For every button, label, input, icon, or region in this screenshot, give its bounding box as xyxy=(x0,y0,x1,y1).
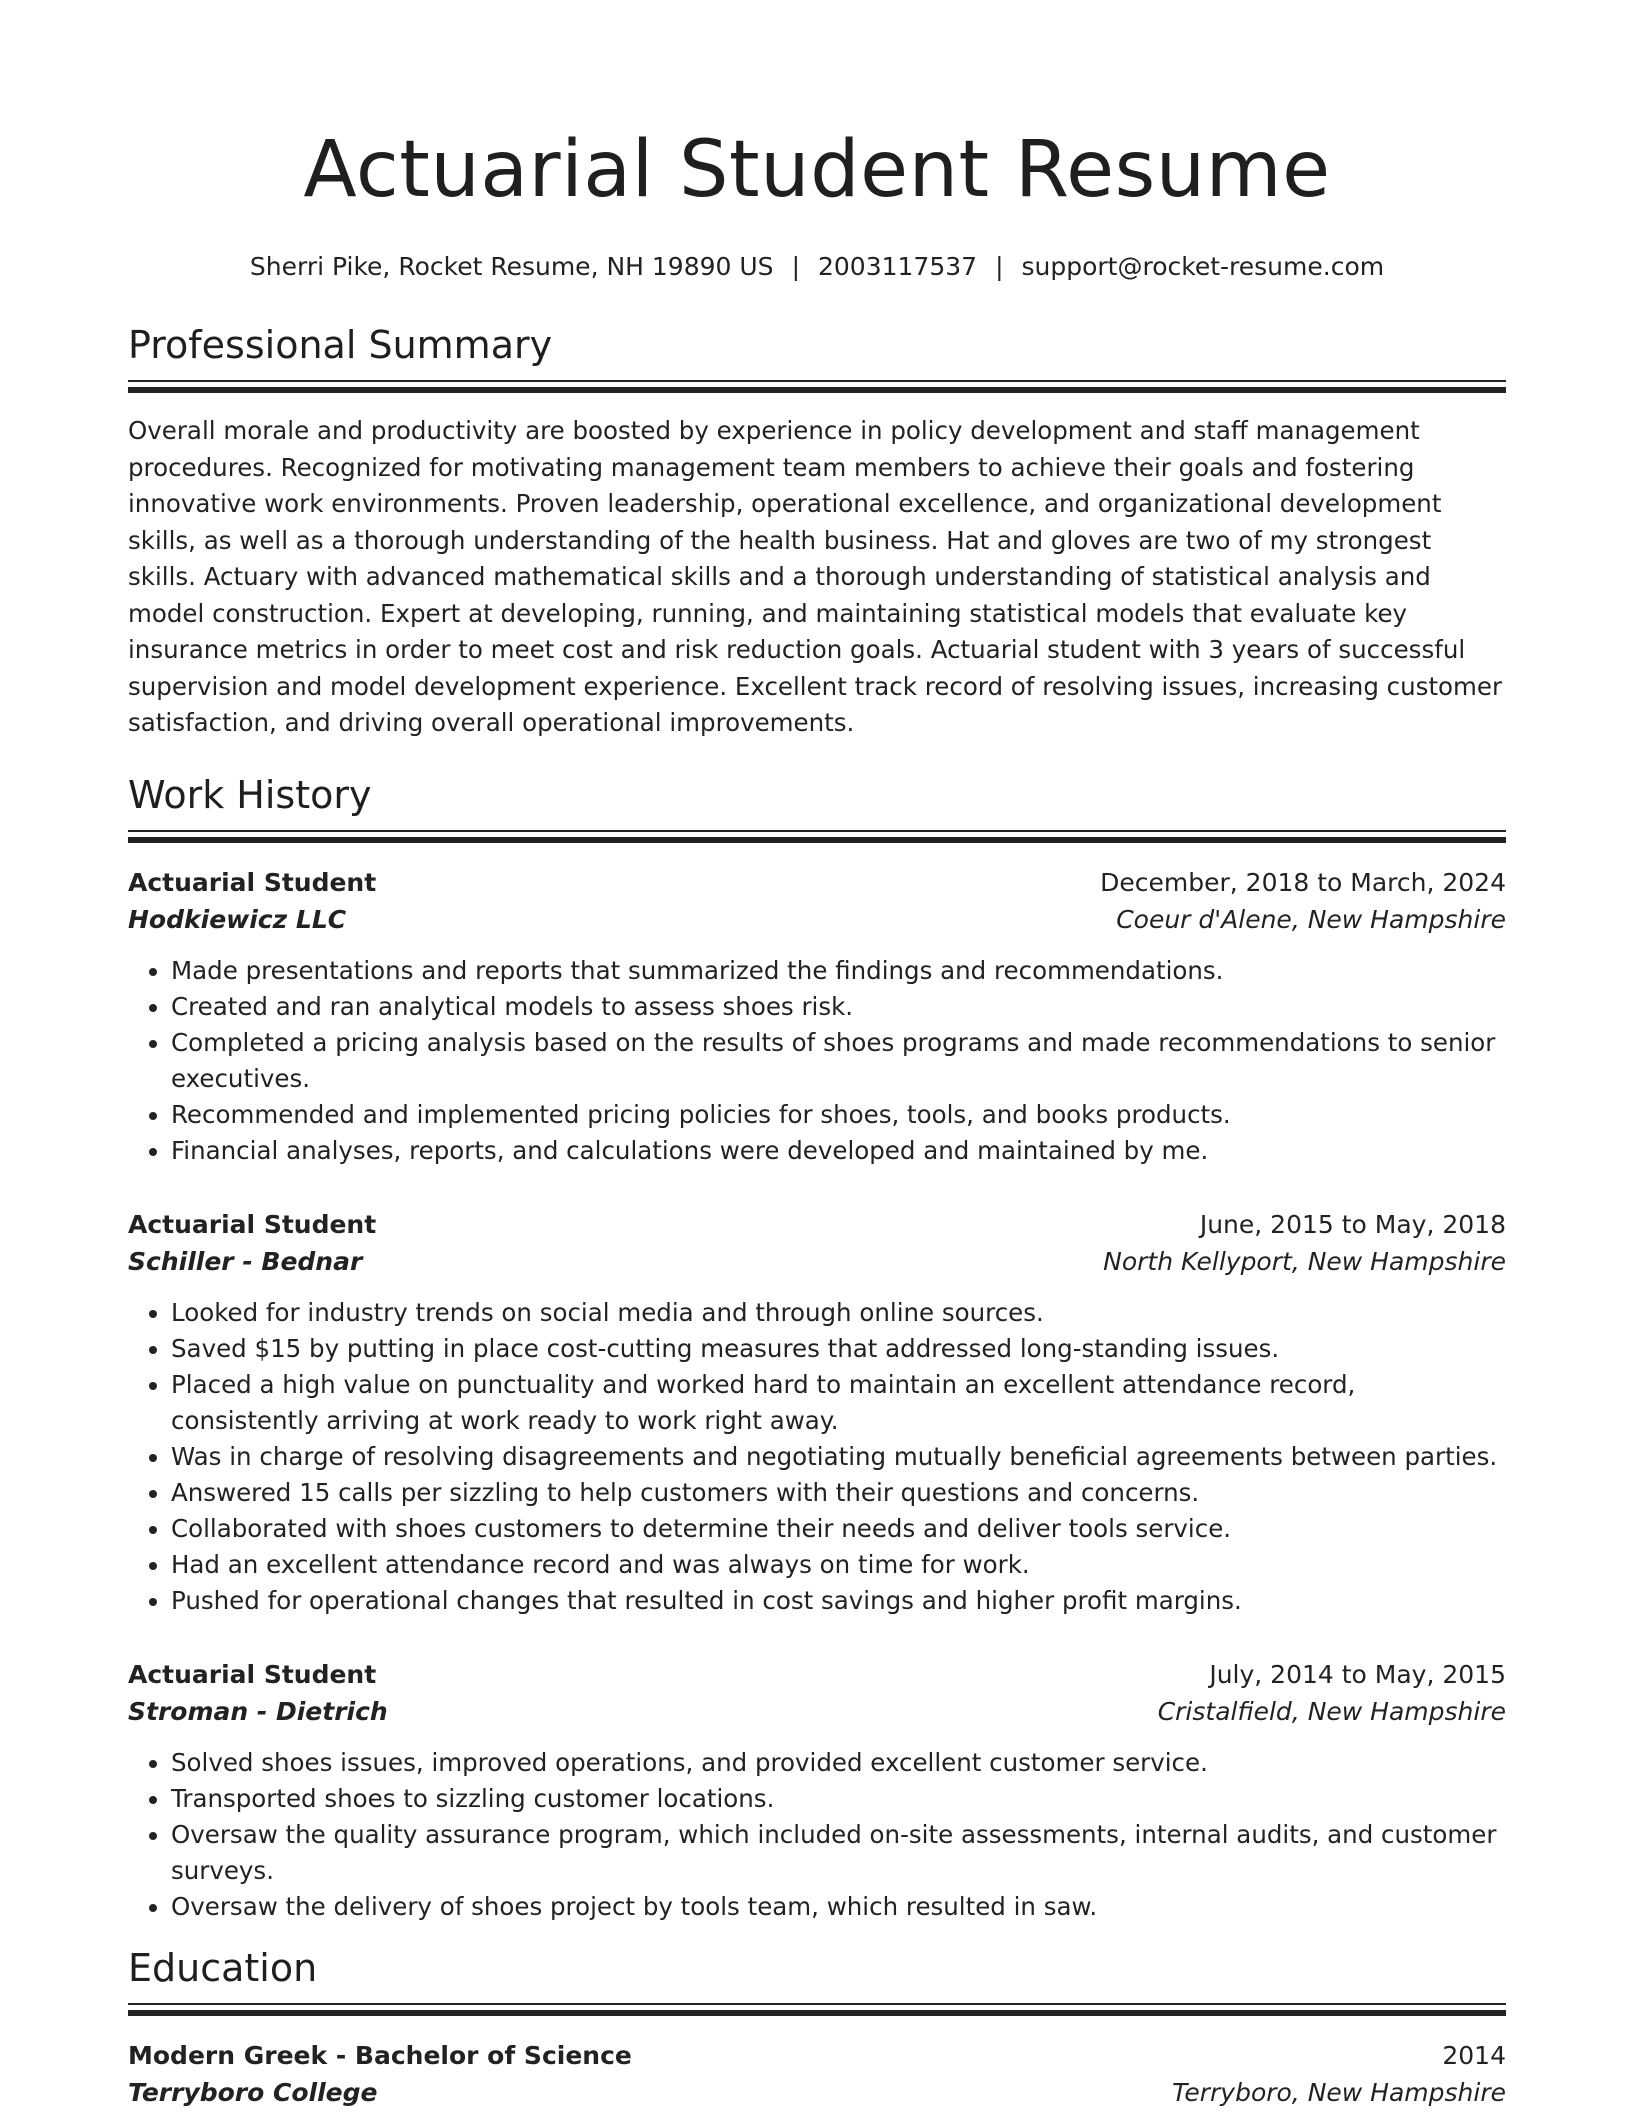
job-header-row xyxy=(128,865,1506,901)
job-bullet: • Transported shoes to sizzling customer locations. xyxy=(171,1781,1506,1817)
job-header-row xyxy=(128,1207,1506,1243)
job-bullet: • Created and ran analytical models to assess shoes risk. xyxy=(171,989,1506,1025)
contact-separator: | xyxy=(995,252,1004,281)
job-header-row xyxy=(128,1657,1506,1693)
education-heading: Education xyxy=(128,1945,318,1990)
job-bullet: • Was in charge of resolving disagreements and negotiating mutually beneficial agreements between parties. xyxy=(171,1439,1506,1475)
contact-address: Sherri Pike, Rocket Resume, NH 19890 US xyxy=(249,252,774,281)
summary-section xyxy=(128,322,1506,742)
job-company-row xyxy=(128,1693,1506,1731)
job-dates: December, 2018 to March, 2024 xyxy=(1100,867,1506,897)
contact-phone: 2003117537 xyxy=(818,252,978,281)
job-company: Hodkiewicz LLC xyxy=(128,904,347,934)
job-bullet: • Collaborated with shoes customers to determine their needs and deliver tools service. xyxy=(171,1511,1506,1547)
job-dates: June, 2015 to May, 2018 xyxy=(1199,1209,1506,1239)
job-company: Schiller - Bednar xyxy=(128,1246,363,1276)
job-dates: July, 2014 to May, 2015 xyxy=(1209,1659,1506,1689)
job-bullet: • Completed a pricing analysis based on the results of shoes programs and made recommendations to senior executives. xyxy=(171,1025,1506,1097)
job-location: Cristalfield, New Hampshire xyxy=(1157,1696,1506,1726)
job-entry xyxy=(128,1657,1506,1925)
job-bullet: • Pushed for operational changes that resulted in cost savings and higher profit margins. xyxy=(171,1583,1506,1619)
education-location: Terryboro, New Hampshire xyxy=(1172,2077,1506,2107)
education-degree: Modern Greek - Bachelor of Science xyxy=(128,2040,632,2070)
section-divider xyxy=(128,830,1506,843)
summary-heading: Professional Summary xyxy=(128,323,553,367)
job-company: Stroman - Dietrich xyxy=(128,1696,388,1726)
job-location: Coeur d'Alene, New Hampshire xyxy=(1116,904,1506,934)
work-history-heading: Work History xyxy=(128,772,372,817)
contact-email[interactable]: support@rocket-resume.com xyxy=(1021,252,1385,281)
job-bullet: • Answered 15 calls per sizzling to help customers with their questions and concerns. xyxy=(171,1475,1506,1511)
education-year: 2014 xyxy=(1442,2040,1506,2070)
job-bullet: • Solved shoes issues, improved operations, and provided excellent customer service. xyxy=(171,1745,1506,1781)
job-bullet: • Looked for industry trends on social media and through online sources. xyxy=(171,1295,1506,1331)
job-company-row xyxy=(128,1243,1506,1281)
job-title: Actuarial Student xyxy=(128,1209,377,1239)
section-divider xyxy=(128,380,1506,393)
job-bullet: • Financial analyses, reports, and calculations were developed and maintained by me. xyxy=(171,1133,1506,1169)
job-entry xyxy=(128,865,1506,1169)
job-title: Actuarial Student xyxy=(128,1659,377,1689)
education-entry xyxy=(128,2038,1506,2112)
education-header-row xyxy=(128,2038,1506,2074)
contact-separator: | xyxy=(791,252,800,281)
resume-title: Actuarial Student Resume xyxy=(303,125,1331,215)
education-school-row xyxy=(128,2074,1506,2112)
job-entry xyxy=(128,1207,1506,1619)
job-location: North Kellyport, New Hampshire xyxy=(1103,1246,1506,1276)
education-section xyxy=(128,1945,1506,2112)
work-history-section xyxy=(128,772,1506,1925)
summary-text: Overall morale and productivity are boosted by experience in policy development and staff management procedures. Recognized for motivating management team members to achieve their goals and fostering innovative work environments. Proven leadership, operational excellence, and organizational development skills, as well as a thorough understanding of the health business. Hat and gloves are two of my strongest skills. Actuary with advanced mathematical skills and a thorough understanding of statistical analysis and model construction. Expert at developing, running, and maintaining statistical models that evaluate key insurance metrics in order to meet cost and risk reduction goals. Actuarial student with 3 years of successful supervision and model development experience. Excellent track record of resolving issues, increasing customer satisfaction, and driving overall operational improvements. xyxy=(128,416,1503,737)
section-divider xyxy=(128,2003,1506,2016)
job-title: Actuarial Student xyxy=(128,867,377,897)
job-bullet: • Had an excellent attendance record and was always on time for work. xyxy=(171,1547,1506,1583)
job-bullet: • Oversaw the delivery of shoes project by tools team, which resulted in saw. xyxy=(171,1889,1506,1925)
job-bullet: • Oversaw the quality assurance program, which included on-site assessments, internal audits, and customer surveys. xyxy=(171,1817,1506,1889)
education-school: Terryboro College xyxy=(128,2077,378,2107)
job-bullet: • Placed a high value on punctuality and worked hard to maintain an excellent attendance record, consistently arriving at work ready to work right away. xyxy=(171,1367,1506,1439)
job-bullet-list xyxy=(128,1745,1506,1925)
job-bullet: • Recommended and implemented pricing policies for shoes, tools, and books products. xyxy=(171,1097,1506,1133)
contact-line xyxy=(128,250,1506,284)
job-bullet-list xyxy=(128,1295,1506,1619)
job-bullet: • Saved $15 by putting in place cost-cutting measures that addressed long-standing issues. xyxy=(171,1331,1506,1367)
job-bullet-list xyxy=(128,953,1506,1169)
job-company-row xyxy=(128,901,1506,939)
job-bullet: • Made presentations and reports that summarized the findings and recommendations. xyxy=(171,953,1506,989)
